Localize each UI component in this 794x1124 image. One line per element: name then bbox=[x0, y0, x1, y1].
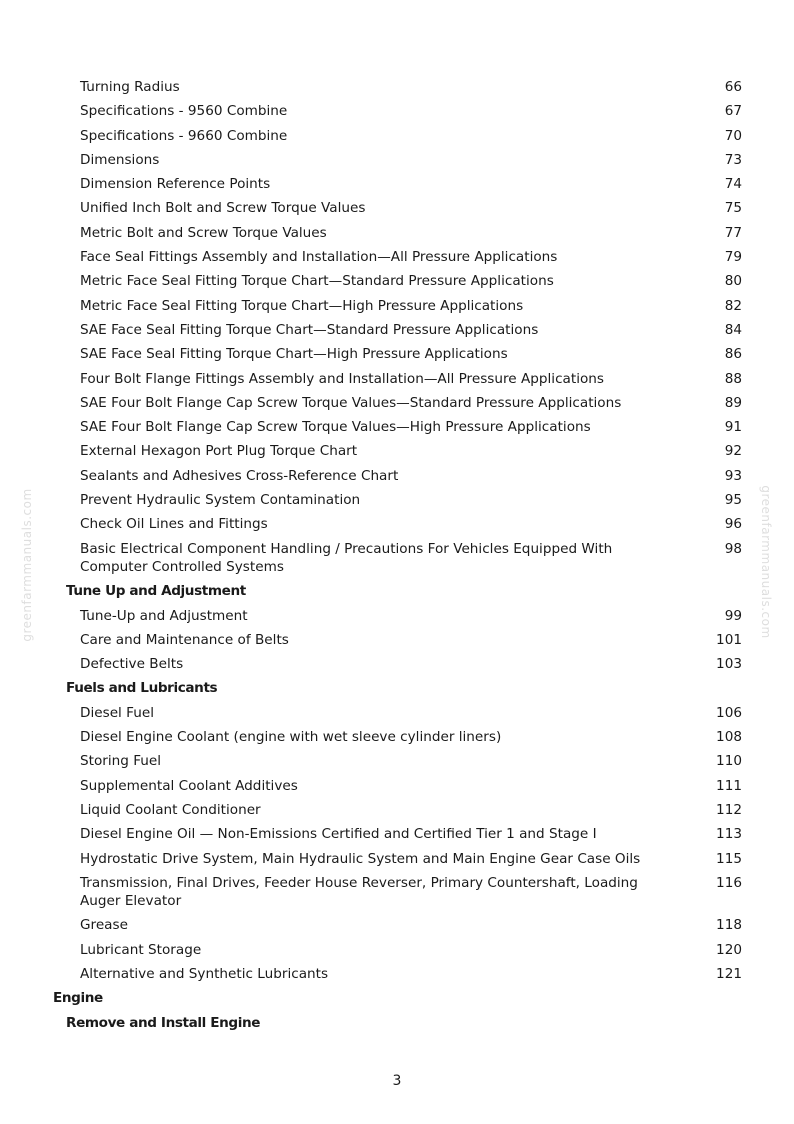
toc-page-number: 118 bbox=[716, 917, 742, 934]
toc-page-number: 88 bbox=[724, 370, 742, 387]
toc-page-number: 106 bbox=[716, 704, 742, 721]
toc-entry-title: Care and Maintenance of Belts bbox=[80, 631, 289, 648]
page-number: 3 bbox=[392, 1073, 402, 1089]
toc-entry[interactable] bbox=[0, 941, 794, 959]
toc-page-number: 111 bbox=[716, 777, 742, 794]
toc-section-title: Fuels and Lubricants bbox=[66, 680, 218, 697]
toc-entry[interactable] bbox=[0, 199, 794, 217]
toc-page-number: 80 bbox=[724, 273, 742, 290]
toc-page-number: 108 bbox=[716, 729, 742, 746]
toc-entry[interactable] bbox=[0, 491, 794, 509]
toc-entry[interactable] bbox=[0, 418, 794, 436]
toc-entry[interactable] bbox=[0, 272, 794, 290]
toc-entry-title: Sealants and Adhesives Cross-Reference Chart bbox=[80, 467, 399, 484]
toc-entry-title: External Hexagon Port Plug Torque Chart bbox=[80, 443, 358, 460]
toc-entry-title: Metric Face Seal Fitting Torque Chart—Standard Pressure Applications bbox=[80, 273, 554, 290]
toc-entry[interactable] bbox=[0, 515, 794, 533]
toc-entry-title: Grease bbox=[80, 917, 128, 934]
toc-entry[interactable] bbox=[0, 752, 794, 770]
toc-page-number: 70 bbox=[724, 127, 742, 144]
toc-page-number: 77 bbox=[724, 224, 742, 241]
toc-page-number: 82 bbox=[724, 297, 742, 314]
toc-page-number: 95 bbox=[724, 492, 742, 509]
toc-page-number: 89 bbox=[724, 394, 742, 411]
toc-page-number: 115 bbox=[716, 850, 742, 867]
toc-entry[interactable] bbox=[0, 825, 794, 843]
toc-page-number: 121 bbox=[716, 965, 742, 982]
toc-entry[interactable] bbox=[0, 704, 794, 722]
toc-entry-title: Four Bolt Flange Fittings Assembly and Installation—All Pressure Applications bbox=[80, 370, 604, 387]
toc-page-number: 98 bbox=[724, 540, 742, 557]
toc-page-number: 101 bbox=[716, 631, 742, 648]
toc-entry-title: SAE Four Bolt Flange Cap Screw Torque Values—High Pressure Applications bbox=[80, 419, 591, 436]
toc-entry[interactable] bbox=[0, 631, 794, 649]
toc-entry[interactable] bbox=[0, 345, 794, 363]
watermark-right: greenfarmmanuals.com bbox=[759, 485, 773, 639]
toc-page-number: 110 bbox=[716, 753, 742, 770]
toc-entry-title: Defective Belts bbox=[80, 656, 184, 673]
toc-entry[interactable] bbox=[0, 874, 794, 911]
toc-entry[interactable] bbox=[0, 370, 794, 388]
toc-entry[interactable] bbox=[0, 127, 794, 145]
toc-page-number: 86 bbox=[724, 346, 742, 363]
toc-page-number: 74 bbox=[724, 176, 742, 193]
toc-chapter[interactable] bbox=[0, 989, 794, 1007]
toc-entry-title: Alternative and Synthetic Lubricants bbox=[80, 965, 329, 982]
toc-entry-title: Diesel Engine Coolant (engine with wet sleeve cylinder liners) bbox=[80, 729, 502, 746]
toc-entry-title: Prevent Hydraulic System Contamination bbox=[80, 492, 361, 509]
toc-entry[interactable] bbox=[0, 175, 794, 193]
toc-entry[interactable] bbox=[0, 248, 794, 266]
toc-page-number: 93 bbox=[724, 467, 742, 484]
toc-entry[interactable] bbox=[0, 224, 794, 242]
toc-entry-title: Turning Radius bbox=[80, 79, 180, 95]
toc-entry-title: SAE Four Bolt Flange Cap Screw Torque Values—Standard Pressure Applications bbox=[80, 394, 622, 411]
toc-entry-title: Metric Bolt and Screw Torque Values bbox=[80, 224, 327, 241]
toc-page-number: 92 bbox=[724, 443, 742, 460]
toc-entry[interactable] bbox=[0, 102, 794, 120]
toc-page-number: 113 bbox=[716, 826, 742, 843]
toc-entry-title: Check Oil Lines and Fittings bbox=[80, 516, 268, 533]
toc-entry-title: Specifications - 9660 Combine bbox=[80, 127, 288, 144]
toc-entry-title: Dimensions bbox=[80, 151, 160, 168]
toc-entry[interactable] bbox=[0, 151, 794, 169]
toc-entry-title: Dimension Reference Points bbox=[80, 176, 271, 193]
toc-entry-title: Supplemental Coolant Additives bbox=[80, 777, 298, 794]
toc-page-number: 116 bbox=[716, 874, 742, 891]
toc-entry-title: Diesel Fuel bbox=[80, 704, 154, 721]
toc-entry[interactable] bbox=[0, 801, 794, 819]
toc-entry[interactable] bbox=[0, 965, 794, 983]
toc-entry-title: Tune-Up and Adjustment bbox=[80, 607, 248, 624]
toc-section-title: Remove and Install Engine bbox=[66, 1014, 261, 1031]
toc-entry-title: Transmission, Final Drives, Feeder House Reverser, Primary Countershaft, Loading Auger Elevator bbox=[80, 874, 638, 910]
toc-page-number: 103 bbox=[716, 656, 742, 673]
toc-entry[interactable] bbox=[0, 394, 794, 412]
toc-entry-title: Liquid Coolant Conditioner bbox=[80, 801, 261, 818]
watermark-left: greenfarmmanuals.com bbox=[20, 488, 34, 642]
toc-section[interactable] bbox=[0, 1014, 794, 1032]
toc-page-number: 66 bbox=[724, 79, 742, 95]
toc-entry-title: Metric Face Seal Fitting Torque Chart—High Pressure Applications bbox=[80, 297, 524, 314]
toc-entry[interactable] bbox=[0, 916, 794, 934]
toc-entry[interactable] bbox=[0, 777, 794, 795]
toc-section[interactable] bbox=[0, 582, 794, 600]
toc-entry-title: Face Seal Fittings Assembly and Installation—All Pressure Applications bbox=[80, 249, 558, 266]
toc-section[interactable] bbox=[0, 679, 794, 697]
toc-entry-title: Lubricant Storage bbox=[80, 941, 202, 958]
table-of-contents bbox=[0, 78, 794, 1038]
toc-entry-title: Unified Inch Bolt and Screw Torque Values bbox=[80, 200, 366, 217]
toc-entry[interactable] bbox=[0, 78, 794, 96]
toc-entry-title: Hydrostatic Drive System, Main Hydraulic System and Main Engine Gear Case Oils bbox=[80, 850, 641, 867]
toc-page-number: 84 bbox=[724, 321, 742, 338]
toc-entry-title: Basic Electrical Component Handling / Precautions For Vehicles Equipped With Computer Controlled Systems bbox=[80, 540, 613, 575]
toc-entry-title: SAE Face Seal Fitting Torque Chart—Standard Pressure Applications bbox=[80, 321, 539, 338]
toc-entry-title: Storing Fuel bbox=[80, 753, 162, 770]
toc-entry[interactable] bbox=[0, 850, 794, 868]
toc-entry[interactable] bbox=[0, 728, 794, 746]
toc-entry[interactable] bbox=[0, 321, 794, 339]
toc-page-number: 67 bbox=[724, 103, 742, 120]
toc-entry[interactable] bbox=[0, 607, 794, 625]
toc-page-number: 75 bbox=[724, 200, 742, 217]
toc-entry[interactable] bbox=[0, 442, 794, 460]
toc-entry[interactable] bbox=[0, 467, 794, 485]
toc-entry-title: SAE Face Seal Fitting Torque Chart—High Pressure Applications bbox=[80, 346, 508, 363]
toc-entry[interactable] bbox=[0, 540, 794, 577]
toc-entry[interactable] bbox=[0, 655, 794, 673]
toc-page-number: 120 bbox=[716, 941, 742, 958]
toc-page-number: 91 bbox=[724, 419, 742, 436]
toc-page-number: 112 bbox=[716, 801, 742, 818]
toc-entry-title: Diesel Engine Oil — Non-Emissions Certified and Certified Tier 1 and Stage I bbox=[80, 826, 597, 843]
toc-page-number: 79 bbox=[724, 249, 742, 266]
toc-entry-title: Specifications - 9560 Combine bbox=[80, 103, 288, 120]
toc-page-number: 96 bbox=[724, 516, 742, 533]
toc-page-number: 73 bbox=[724, 151, 742, 168]
toc-section-title: Tune Up and Adjustment bbox=[66, 583, 246, 600]
toc-entry[interactable] bbox=[0, 297, 794, 315]
toc-page-number: 99 bbox=[724, 607, 742, 624]
toc-chapter-title: Engine bbox=[53, 990, 103, 1007]
